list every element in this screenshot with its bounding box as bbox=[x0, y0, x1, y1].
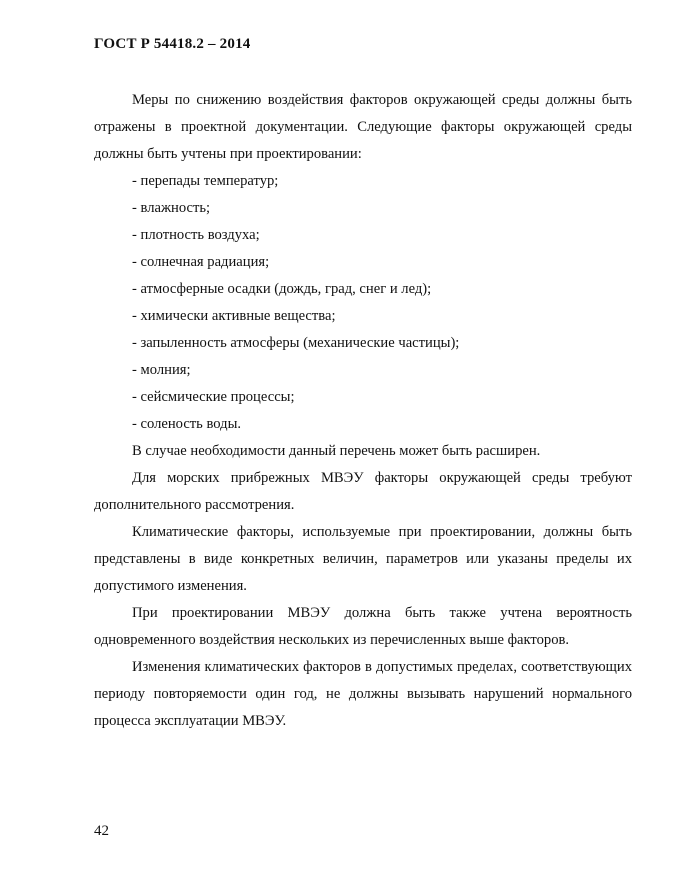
paragraph-climatic-factors: Климатические факторы, используемые при проектировании, должны быть представлены в виде конкретных величин, параметров или указаны пределы их допустимого изменения. bbox=[94, 524, 632, 594]
factor-list-item: - сейсмические процессы; bbox=[132, 389, 295, 405]
document-body bbox=[94, 87, 632, 735]
paragraph-offshore: Для морских прибрежных МВЭУ факторы окружающей среды требуют дополнительного рассмотрения. bbox=[94, 470, 632, 513]
document-header: ГОСТ Р 54418.2 – 2014 bbox=[94, 36, 251, 52]
factor-list-item: - запыленность атмосферы (механические частицы); bbox=[132, 335, 460, 351]
factor-list-item: - плотность воздуха; bbox=[132, 227, 260, 243]
factor-list-item: - солнечная радиация; bbox=[132, 254, 270, 270]
paragraph-list-extension: В случае необходимости данный перечень может быть расширен. bbox=[132, 443, 541, 459]
factor-list-item: - перепады температур; bbox=[132, 173, 279, 189]
factor-list-item: - атмосферные осадки (дождь, град, снег и лед); bbox=[132, 281, 432, 297]
paragraph-combined-effects: При проектировании МВЭУ должна быть также учтена вероятность одновременного воздействия нескольких из перечисленных выше факторов. bbox=[94, 605, 632, 648]
paragraph-climatic-changes: Изменения климатических факторов в допустимых пределах, соответствующих периоду повторяемости один год, не должны вызывать нарушений нормального процесса эксплуатации МВЭУ. bbox=[94, 659, 632, 729]
page-number: 42 bbox=[94, 823, 109, 839]
factor-list-item: - влажность; bbox=[132, 200, 211, 216]
factor-list-item: - молния; bbox=[132, 362, 191, 378]
intro-paragraph: Меры по снижению воздействия факторов окружающей среды должны быть отражены в проектной документации. Следующие факторы окружающей среды должны быть учтены при проектировании: bbox=[94, 92, 632, 162]
factor-list-item: - химически активные вещества; bbox=[132, 308, 336, 324]
factor-list-item: - соленость воды. bbox=[132, 416, 242, 432]
